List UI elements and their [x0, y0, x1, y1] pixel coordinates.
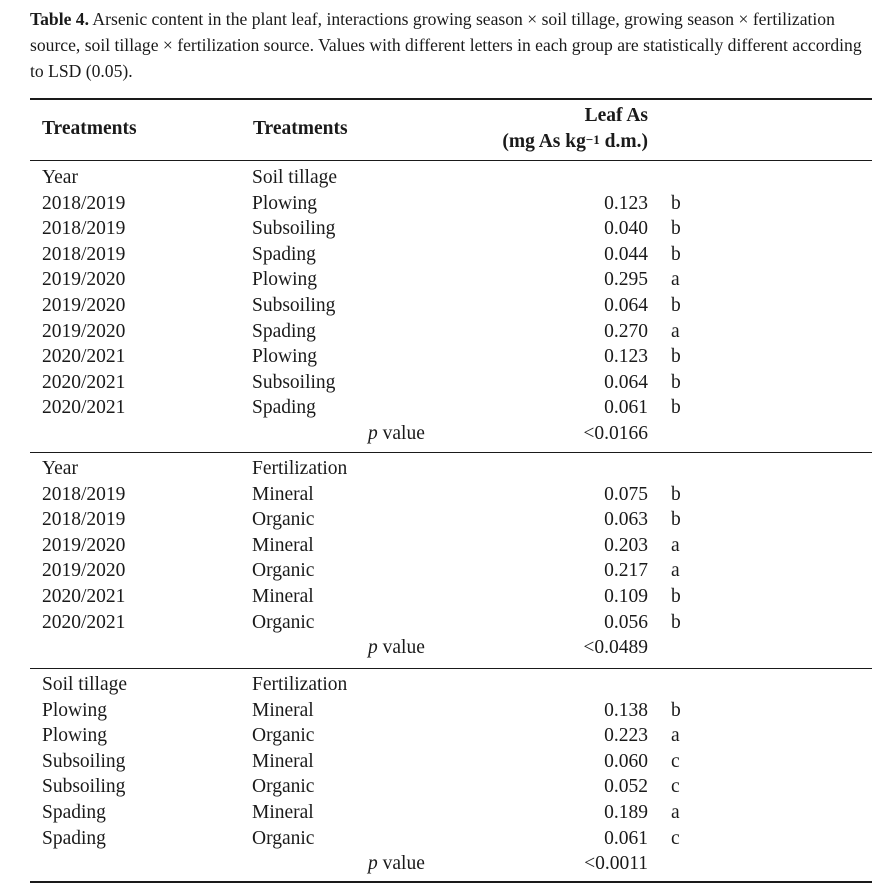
- row-factor-2: Organic: [252, 827, 315, 849]
- p-italic: p: [368, 637, 378, 659]
- row-factor-1: 2020/2021: [42, 397, 126, 419]
- header-treatments-1: Treatments: [42, 118, 137, 139]
- row-factor-1: 2018/2019: [42, 192, 126, 214]
- row-significance-letter: a: [671, 560, 680, 582]
- row-factor-2: Spading: [252, 320, 316, 342]
- row-factor-2: Plowing: [252, 192, 318, 214]
- group-heading-factor-2: Fertilization: [252, 458, 348, 479]
- row-leaf-as-value: 0.075: [604, 483, 648, 505]
- row-factor-2: Organic: [252, 560, 315, 582]
- caption-text: Arsenic content in the plant leaf, interactions growing season × soil tillage, growing season × fertilization source, soil tillage × fertilization source. Values with different letters in each group are statistically different according to LSD (0.05).: [30, 9, 862, 81]
- top-rule: [30, 98, 872, 100]
- row-factor-1: 2019/2020: [42, 295, 126, 316]
- row-significance-letter: c: [671, 776, 680, 798]
- row-leaf-as-value: 0.061: [604, 827, 648, 849]
- row-factor-1: 2018/2019: [42, 483, 126, 505]
- unit-prefix: (mg As kg: [502, 131, 586, 152]
- row-significance-letter: a: [671, 725, 680, 747]
- row-leaf-as-value: 0.189: [604, 802, 648, 823]
- row-factor-2: Plowing: [252, 346, 318, 368]
- p-value: <0.0166: [583, 423, 648, 444]
- row-significance-letter: b: [671, 243, 681, 265]
- group-heading-factor-2: Fertilization: [252, 674, 348, 695]
- row-factor-1: Spading: [42, 827, 106, 849]
- row-factor-1: 2020/2021: [42, 586, 126, 607]
- row-leaf-as-value: 0.123: [604, 346, 648, 368]
- row-significance-letter: c: [671, 827, 680, 849]
- row-factor-1: Plowing: [42, 725, 108, 747]
- row-significance-letter: b: [671, 371, 681, 393]
- p-value: <0.0489: [583, 637, 648, 659]
- row-factor-1: Spading: [42, 802, 106, 823]
- row-leaf-as-value: 0.270: [604, 320, 648, 342]
- header-rule: [30, 160, 872, 161]
- table-label: Table 4.: [30, 9, 89, 29]
- row-significance-letter: a: [671, 802, 680, 823]
- row-leaf-as-value: 0.109: [604, 586, 648, 607]
- row-factor-1: 2019/2020: [42, 534, 126, 556]
- row-leaf-as-value: 0.040: [604, 218, 648, 240]
- table-caption: [30, 6, 875, 84]
- row-factor-1: Subsoiling: [42, 776, 126, 798]
- header-treatments-2: Treatments: [253, 118, 348, 139]
- group-divider: [30, 452, 872, 453]
- p-value: <0.0011: [584, 853, 648, 875]
- row-factor-2: Mineral: [252, 483, 314, 505]
- row-factor-1: Plowing: [42, 699, 108, 721]
- row-factor-2: Mineral: [252, 534, 314, 556]
- row-leaf-as-value: 0.064: [604, 295, 648, 316]
- row-leaf-as-value: 0.138: [604, 699, 648, 721]
- row-factor-2: Plowing: [252, 269, 318, 291]
- row-factor-2: Subsoiling: [252, 371, 336, 393]
- row-factor-1: 2018/2019: [42, 243, 126, 265]
- row-factor-1: 2019/2020: [42, 560, 126, 582]
- row-leaf-as-value: 0.223: [604, 725, 648, 747]
- row-factor-1: 2019/2020: [42, 320, 126, 342]
- row-leaf-as-value: 0.044: [604, 243, 648, 265]
- row-significance-letter: a: [671, 320, 680, 342]
- header-leaf-as: Leaf As: [584, 105, 648, 126]
- group-heading-factor-1: Year: [42, 458, 78, 479]
- row-significance-letter: a: [671, 269, 680, 291]
- row-significance-letter: a: [671, 534, 680, 556]
- row-significance-letter: b: [671, 509, 681, 531]
- row-factor-2: Subsoiling: [252, 295, 336, 316]
- row-leaf-as-value: 0.052: [604, 776, 648, 798]
- p-value-label: p value: [368, 637, 425, 659]
- header-leaf-as-unit: [502, 129, 648, 155]
- row-factor-2: Mineral: [252, 699, 314, 721]
- row-factor-2: Subsoiling: [252, 218, 336, 240]
- group-heading-factor-2: Soil tillage: [252, 167, 338, 188]
- group-heading-factor-1: Year: [42, 167, 78, 188]
- row-leaf-as-value: 0.060: [604, 750, 648, 772]
- group-heading-factor-1: Soil tillage: [42, 674, 128, 695]
- row-leaf-as-value: 0.064: [604, 371, 648, 393]
- row-factor-1: 2020/2021: [42, 371, 126, 393]
- row-factor-1: 2018/2019: [42, 218, 126, 240]
- row-factor-2: Spading: [252, 243, 316, 265]
- bottom-rule: [30, 881, 872, 883]
- row-leaf-as-value: 0.217: [604, 560, 648, 582]
- row-leaf-as-value: 0.295: [604, 269, 648, 291]
- row-factor-2: Organic: [252, 611, 315, 633]
- row-leaf-as-value: 0.061: [604, 397, 648, 419]
- row-significance-letter: b: [671, 699, 681, 721]
- group-divider: [30, 668, 872, 669]
- row-factor-1: Subsoiling: [42, 750, 126, 772]
- unit-exponent: −1: [585, 132, 600, 147]
- row-leaf-as-value: 0.063: [604, 509, 648, 531]
- p-italic: p: [368, 853, 378, 875]
- row-significance-letter: b: [671, 346, 681, 368]
- row-factor-1: 2018/2019: [42, 509, 126, 531]
- row-factor-2: Organic: [252, 725, 315, 747]
- row-leaf-as-value: 0.056: [604, 611, 648, 633]
- unit-suffix: d.m.): [599, 131, 648, 152]
- row-significance-letter: c: [671, 750, 680, 772]
- row-factor-2: Organic: [252, 509, 315, 531]
- p-value-label: p value: [368, 853, 425, 875]
- p-italic: p: [368, 423, 378, 444]
- row-factor-1: 2019/2020: [42, 269, 126, 291]
- row-factor-1: 2020/2021: [42, 346, 126, 368]
- row-factor-2: Spading: [252, 397, 316, 419]
- row-significance-letter: b: [671, 218, 681, 240]
- row-leaf-as-value: 0.123: [604, 192, 648, 214]
- row-factor-2: Mineral: [252, 586, 314, 607]
- row-factor-2: Organic: [252, 776, 315, 798]
- row-factor-2: Mineral: [252, 750, 314, 772]
- row-significance-letter: b: [671, 586, 681, 607]
- row-significance-letter: b: [671, 397, 681, 419]
- row-factor-2: Mineral: [252, 802, 314, 823]
- row-significance-letter: b: [671, 483, 681, 505]
- row-factor-1: 2020/2021: [42, 611, 126, 633]
- row-significance-letter: b: [671, 295, 681, 316]
- row-significance-letter: b: [671, 611, 681, 633]
- row-leaf-as-value: 0.203: [604, 534, 648, 556]
- p-value-label: p value: [368, 423, 425, 444]
- row-significance-letter: b: [671, 192, 681, 214]
